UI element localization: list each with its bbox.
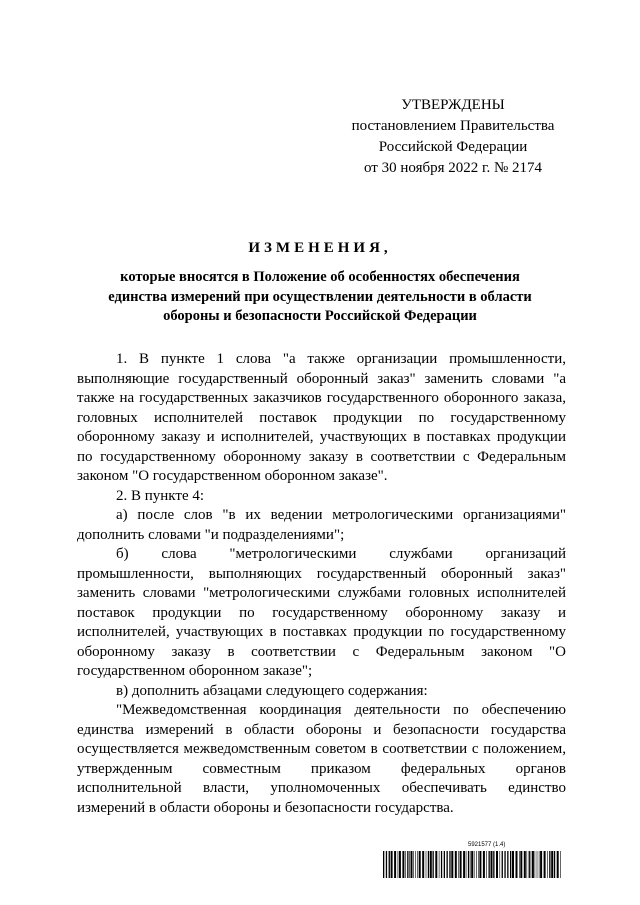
- document-body: [77, 350, 566, 818]
- approval-heading: УТВЕРЖДЕНЫ: [401, 97, 505, 113]
- approval-line-date: от 30 ноября 2022 г. № 2174: [363, 160, 543, 176]
- document-subtitle: которые вносятся в Положение об особенностях обеспечения единства измерений при осуществлении деятельности в области обороны и безопасности Российской Федерации: [108, 269, 532, 324]
- paragraph-2a: а) после слов "в их ведении метрологическими организациями" дополнить словами "и подразделениями";: [77, 507, 566, 543]
- paragraph-2b: б) слова "метрологическими службами организаций промышленности, выполняющих государственный оборонный заказ" заменить словами "метрологическими службами головных исполнителей поставок продукции по государственному оборонному заказу и исполнителей, участвующих в поставках продукции по государственному оборонному заказу в соответствии с Федеральным законом "О государственном оборонном заказе";: [77, 546, 566, 679]
- document-title: ИЗМЕНЕНИЯ,: [248, 240, 392, 256]
- approval-line-decree: постановлением Правительства: [351, 118, 555, 134]
- approval-line-government: Российской Федерации: [378, 139, 528, 155]
- paragraph-quote: "Межведомственная координация деятельности по обеспечению единства измерений в области обороны и безопасности государства осуществляется межведомственным советом в соответствии с положением, утвержденным совместным приказом федеральных органов исполнительной власти, уполномоченных обеспечивать единство измерений в области обороны и безопасности государства.: [77, 702, 566, 816]
- paragraph-1: 1. В пункте 1 слова "а также организации промышленности, выполняющие государственный оборонный заказ" заменить словами "а также на государственных заказчиков государственного оборонного заказа, головных исполнителей поставок продукции по государственному оборонному заказу и исполнителей, участвующих в поставках продукции по государственному оборонному заказу в соответствии с Федеральным законом "О государственном оборонном заказе".: [77, 351, 566, 484]
- paragraph-2c: в) дополнить абзацами следующего содержания:: [116, 682, 428, 699]
- approval-stamp: [340, 95, 566, 179]
- barcode-number: 5921577 (1.4): [468, 842, 506, 848]
- barcode-icon: [383, 851, 563, 878]
- paragraph-2: 2. В пункте 4:: [116, 487, 205, 504]
